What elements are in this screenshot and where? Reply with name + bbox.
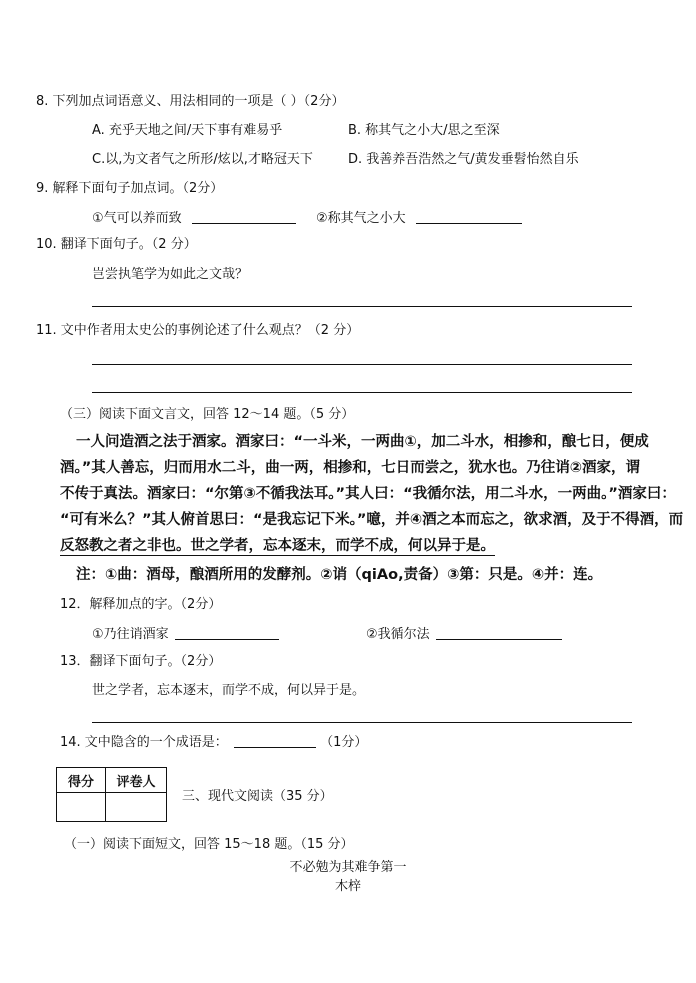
q12-part-2-text: ②我循尔法 — [366, 627, 430, 642]
q9-part-2 — [316, 209, 522, 228]
passage-line-5: 反怒教之者之非也。世之学者，忘本逐末，而学不成，何以异于是。 — [60, 538, 495, 554]
score-cell[interactable] — [57, 793, 106, 822]
q12-stem: 12．解释加点的字。（2分） — [60, 597, 222, 612]
q11-answer-line-1[interactable] — [92, 364, 632, 365]
part3-subsection: （一）阅读下面短文，回答 15～18 题。（15 分） — [64, 837, 354, 852]
grader-header: 评卷人 — [106, 768, 167, 793]
q12-part-1-text: ①乃往诮酒家 — [92, 627, 169, 642]
passage-note: 注：①曲：酒母，酿酒所用的发酵剂。②诮（qiAo,责备）③第：只是。④并：连。 — [76, 567, 603, 583]
q10-stem: 10. 翻译下面句子。（2 分） — [36, 237, 197, 252]
q13-stem: 13．翻译下面句子。（2分） — [60, 654, 222, 669]
q8-stem: 8. 下列加点词语意义、用法相同的一项是（ ）（2分） — [36, 94, 345, 109]
section3-intro: （三）阅读下面文言文，回答 12～14 题。（5 分） — [60, 407, 355, 422]
q8-option-d: D. 我善养吾浩然之气/黄发垂髫怡然自乐 — [348, 152, 579, 167]
q9-part-1 — [92, 209, 296, 228]
score-header: 得分 — [57, 768, 106, 793]
q10-answer-line[interactable] — [92, 306, 632, 307]
q11-stem: 11. 文中作者用太史公的事例论述了什么观点？（2 分） — [36, 323, 360, 338]
q8-option-b: B. 称其气之小大/思之至深 — [348, 123, 500, 138]
q8-option-c: C.以,为文者气之所形/炫以,才略冠天下 — [92, 152, 313, 167]
q14-stem: 14. 文中隐含的一个成语是： — [60, 735, 228, 750]
q11-answer-line-2[interactable] — [92, 392, 632, 393]
q14-answer-blank[interactable] — [234, 733, 316, 748]
q12-answer-blank-1[interactable] — [175, 625, 279, 640]
q9-answer-blank-2[interactable] — [416, 209, 522, 224]
q13-sentence: 世之学者，忘本逐末，而学不成，何以异于是。 — [92, 683, 366, 698]
q9-part-2-text: ②称其气之小大 — [316, 211, 406, 226]
q9-part-1-text: ①气可以养而致 — [92, 211, 182, 226]
grader-cell[interactable] — [106, 793, 167, 822]
q12-answer-blank-2[interactable] — [436, 625, 562, 640]
q14-score: （1分） — [320, 735, 368, 750]
q12-part-2 — [366, 625, 562, 644]
part3-title: 三、现代文阅读（35 分） — [182, 789, 333, 804]
q8-option-a: A. 充乎天地之间/天下事有难易乎 — [92, 123, 283, 138]
q12-part-1 — [92, 625, 279, 644]
article-author: 木梓 — [334, 879, 361, 894]
passage-line-1: 一人问造酒之法于酒家。酒家曰：“一斗米，一两曲①，加二斗水，相掺和，酿七日，便成 — [76, 434, 649, 450]
article-title: 不必勉为其难争第一 — [289, 860, 407, 875]
passage-line-3: 不传于真法。酒家曰：“尔第③不循我法耳。”其人曰：“我循尔法，用二斗水，一两曲。”酒家曰： — [60, 486, 676, 502]
passage-line-2: 酒。”其人善忘，归而用水二斗，曲一两，相掺和，七日而尝之，犹水也。乃往诮②酒家，谓 — [60, 460, 641, 476]
q9-stem: 9. 解释下面句子加点词。（2分） — [36, 181, 224, 196]
q13-answer-line[interactable] — [92, 722, 632, 723]
q10-sentence: 岂尝执笔学为如此之文哉？ — [92, 267, 249, 282]
score-box — [56, 767, 167, 822]
passage-line-4: “可有米么？”其人俯首思曰：“是我忘记下米。”噫，并④酒之本而忘之，欲求酒，及于不得酒，而 — [60, 512, 684, 528]
q9-answer-blank-1[interactable] — [192, 209, 296, 224]
q14-line — [60, 733, 367, 752]
